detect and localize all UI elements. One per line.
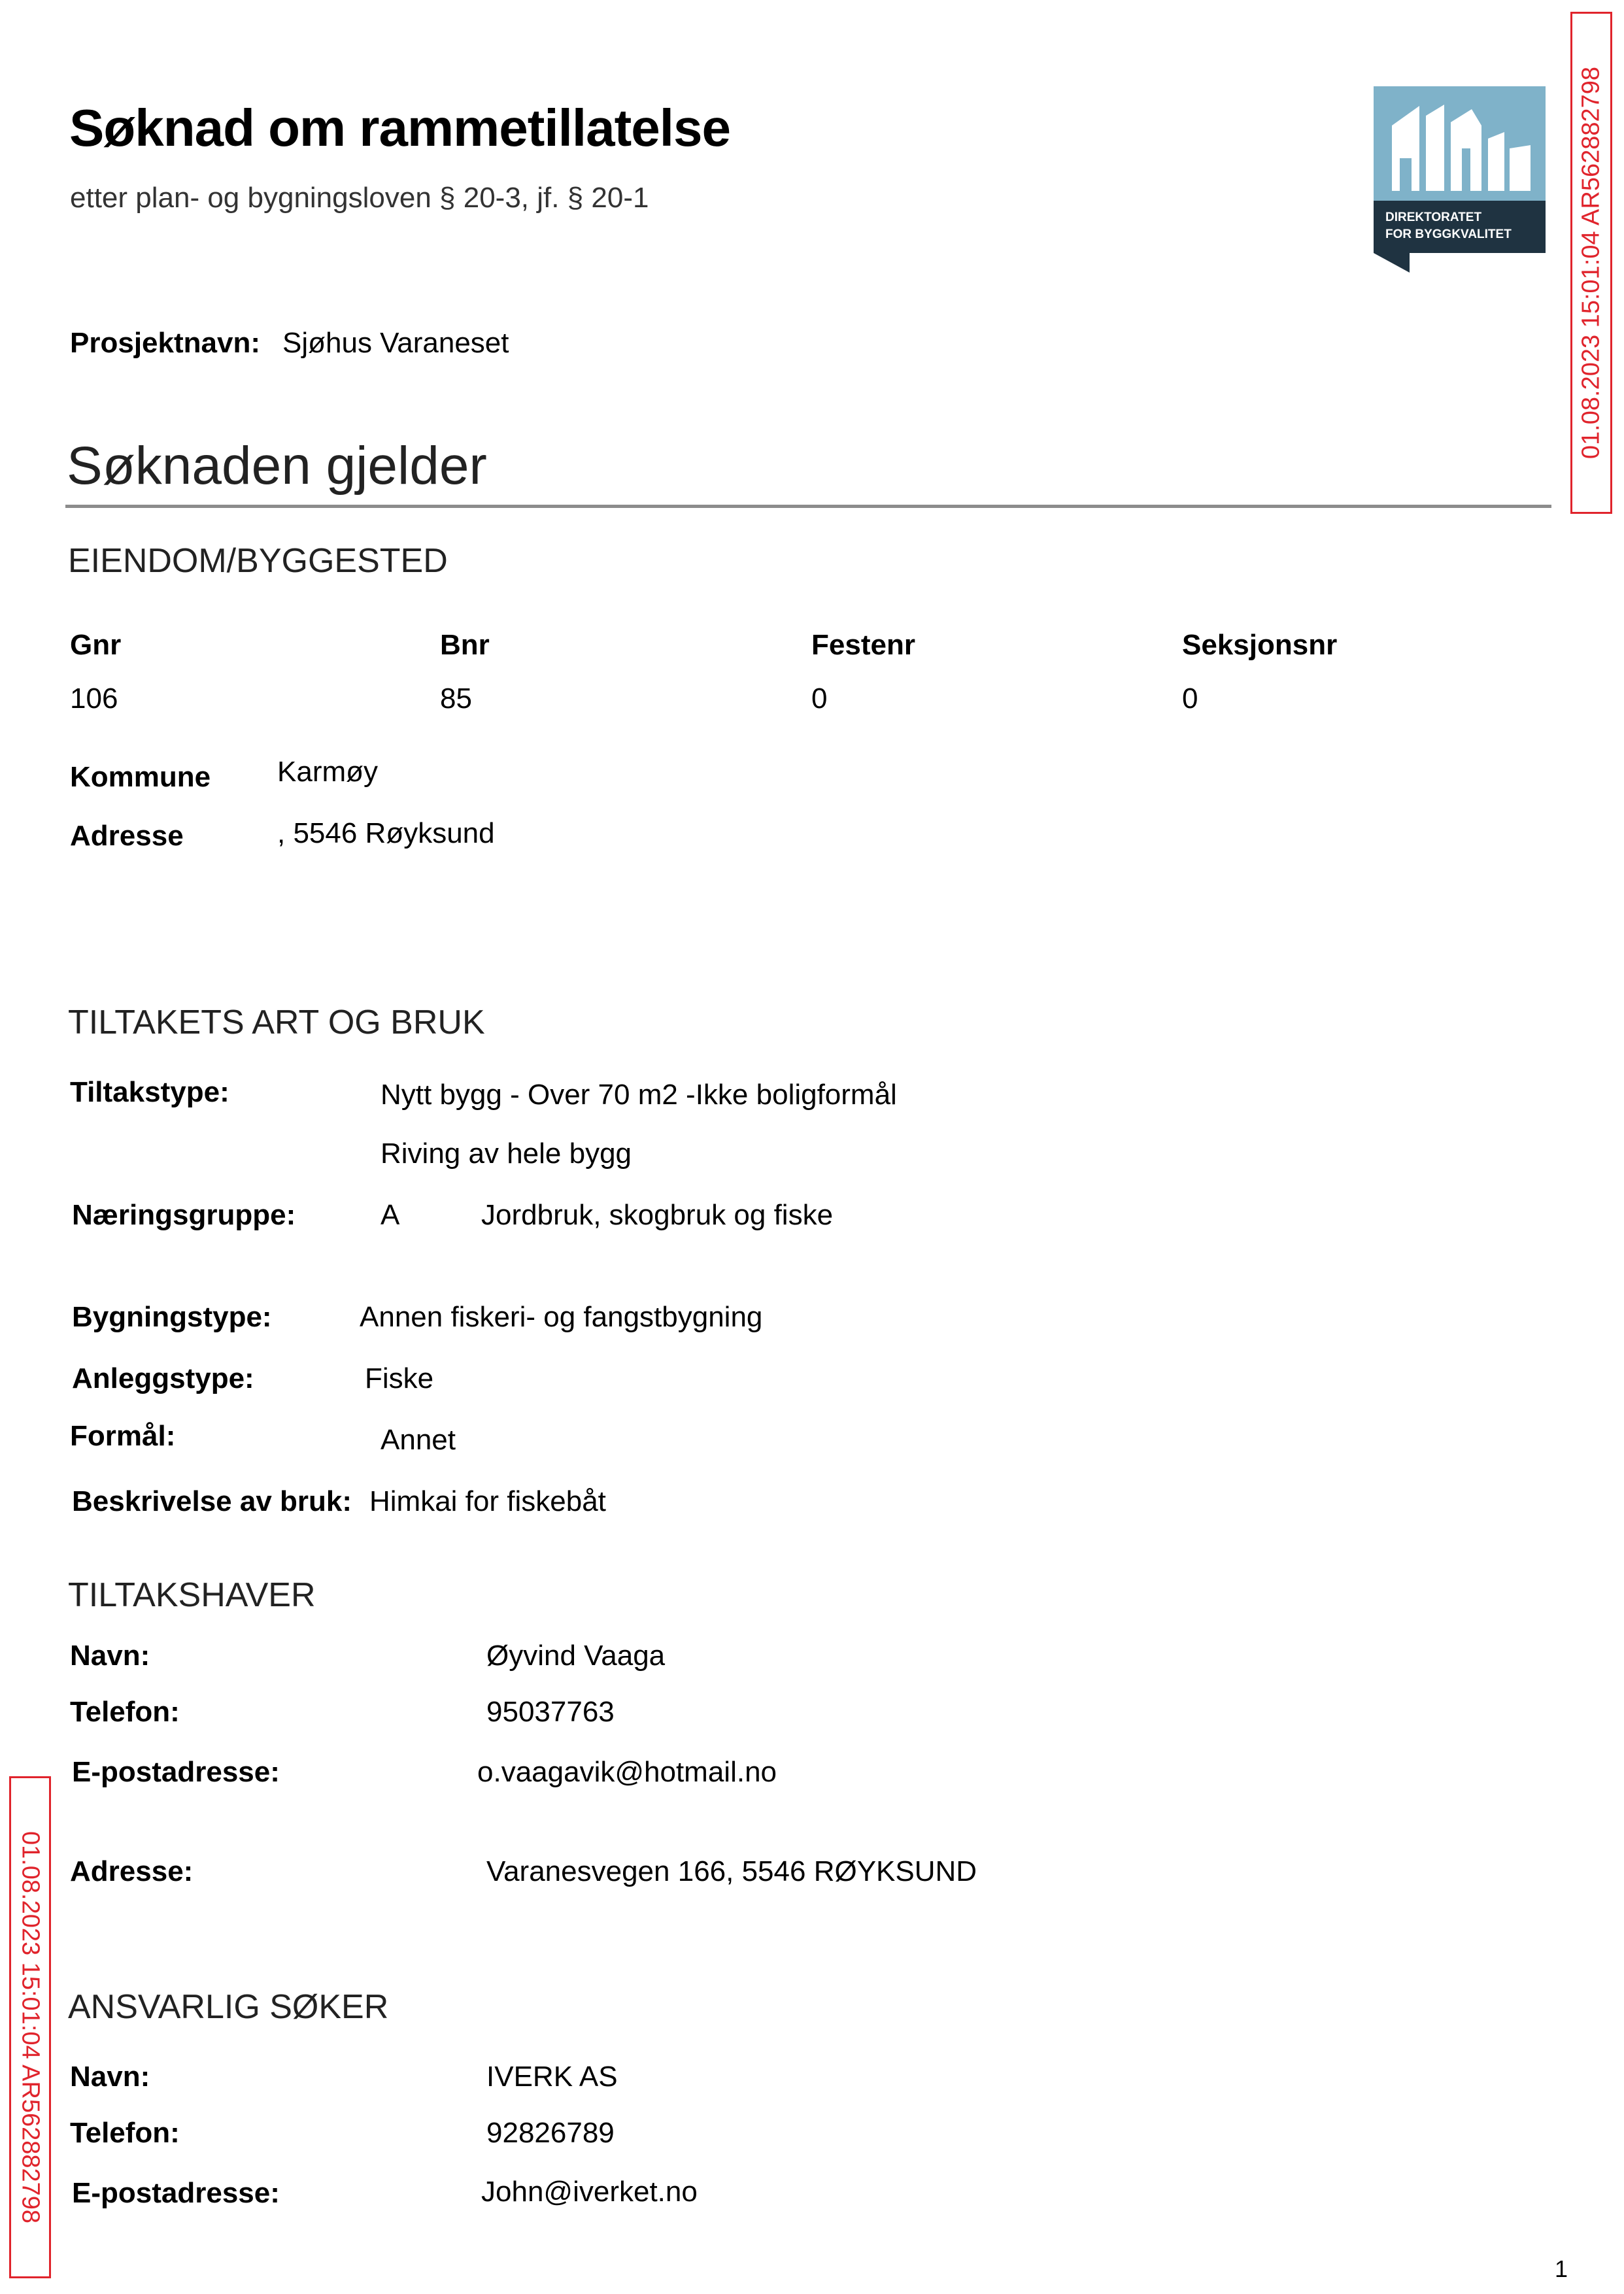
- page-number: 1: [1554, 2255, 1568, 2282]
- beskrivelse-value: Himkai for fiskebåt: [369, 1485, 606, 1517]
- bnr-header: Bnr: [440, 629, 490, 661]
- bygningstype-value: Annen fiskeri- og fangstbygning: [360, 1301, 763, 1333]
- page-title: Søknad om rammetillatelse: [69, 99, 730, 157]
- bnr-value: 85: [440, 683, 472, 715]
- festenr-value: 0: [811, 683, 828, 715]
- project-name-label: Prosjektnavn:: [70, 327, 260, 359]
- seksjonsnr-header: Seksjonsnr: [1182, 629, 1338, 661]
- naeringsgruppe-label: Næringsgruppe:: [72, 1199, 296, 1231]
- archive-stamp-top: [1570, 12, 1612, 514]
- kommune-value: Karmøy: [277, 756, 378, 788]
- naeringsgruppe-value: Jordbruk, skogbruk og fiske: [481, 1199, 834, 1231]
- stamp-text-bottom: 01.08.2023 15:01:04 AR562882798: [16, 1830, 44, 2224]
- tiltakshaver-navn-label: Navn:: [70, 1640, 150, 1672]
- tiltak-heading: TILTAKETS ART OG BRUK: [68, 1004, 485, 1041]
- property-heading: EIENDOM/BYGGESTED: [68, 542, 448, 580]
- page-subtitle: etter plan- og bygningsloven § 20-3, jf. § 20-1: [70, 182, 649, 214]
- dibk-logo: [1374, 86, 1546, 273]
- tiltakshaver-adresse-value: Varanesvegen 166, 5546 RØYKSUND: [486, 1855, 977, 1887]
- bygningstype-label: Bygningstype:: [72, 1301, 272, 1333]
- adresse-label: Adresse: [70, 820, 184, 852]
- tiltakshaver-epost-value: o.vaagavik@hotmail.no: [477, 1756, 777, 1788]
- logo-text-2: FOR BYGGKVALITET: [1385, 228, 1512, 241]
- formal-label: Formål:: [70, 1420, 176, 1452]
- tiltakshaver-navn-value: Øyvind Vaaga: [486, 1640, 666, 1672]
- anleggstype-label: Anleggstype:: [72, 1362, 254, 1394]
- tiltakshaver-heading: TILTAKSHAVER: [68, 1576, 316, 1614]
- project-name-value: Sjøhus Varaneset: [282, 327, 509, 359]
- section-title: Søknaden gjelder: [67, 436, 487, 496]
- ansvarlig-epost-label: E-postadresse:: [72, 2177, 280, 2209]
- tiltakshaver-telefon-value: 95037763: [486, 1696, 615, 1728]
- kommune-label: Kommune: [70, 761, 211, 793]
- gnr-value: 106: [70, 683, 118, 715]
- festenr-header: Festenr: [811, 629, 915, 661]
- ansvarlig-telefon-label: Telefon:: [70, 2117, 180, 2149]
- formal-value: Annet: [381, 1424, 456, 1456]
- gnr-header: Gnr: [70, 629, 122, 661]
- logo-text-1: DIREKTORATET: [1385, 211, 1482, 224]
- tiltakshaver-epost-label: E-postadresse:: [72, 1756, 280, 1788]
- ansvarlig-soker-heading: ANSVARLIG SØKER: [68, 1988, 389, 2026]
- beskrivelse-label: Beskrivelse av bruk:: [72, 1485, 352, 1517]
- tiltakshaver-telefon-label: Telefon:: [70, 1696, 180, 1728]
- section-divider: [65, 505, 1551, 508]
- ansvarlig-navn-value: IVERK AS: [486, 2061, 618, 2093]
- ansvarlig-telefon-value: 92826789: [486, 2117, 615, 2149]
- anleggstype-value: Fiske: [365, 1362, 434, 1394]
- seksjonsnr-value: 0: [1182, 683, 1198, 715]
- adresse-value: , 5546 Røyksund: [277, 817, 495, 849]
- tiltakstype-label: Tiltakstype:: [70, 1076, 229, 1108]
- archive-stamp-bottom: [9, 1776, 51, 2278]
- ansvarlig-navn-label: Navn:: [70, 2061, 150, 2093]
- naeringsgruppe-code: A: [381, 1199, 400, 1231]
- ansvarlig-epost-value: John@iverket.no: [481, 2176, 698, 2208]
- tiltakshaver-adresse-label: Adresse:: [70, 1855, 194, 1887]
- tiltakstype-value-2: Riving av hele bygg: [381, 1138, 632, 1170]
- tiltakstype-value-1: Nytt bygg - Over 70 m2 -Ikke boligformål: [381, 1079, 897, 1111]
- stamp-text-top: 01.08.2023 15:01:04 AR562882798: [1577, 66, 1605, 460]
